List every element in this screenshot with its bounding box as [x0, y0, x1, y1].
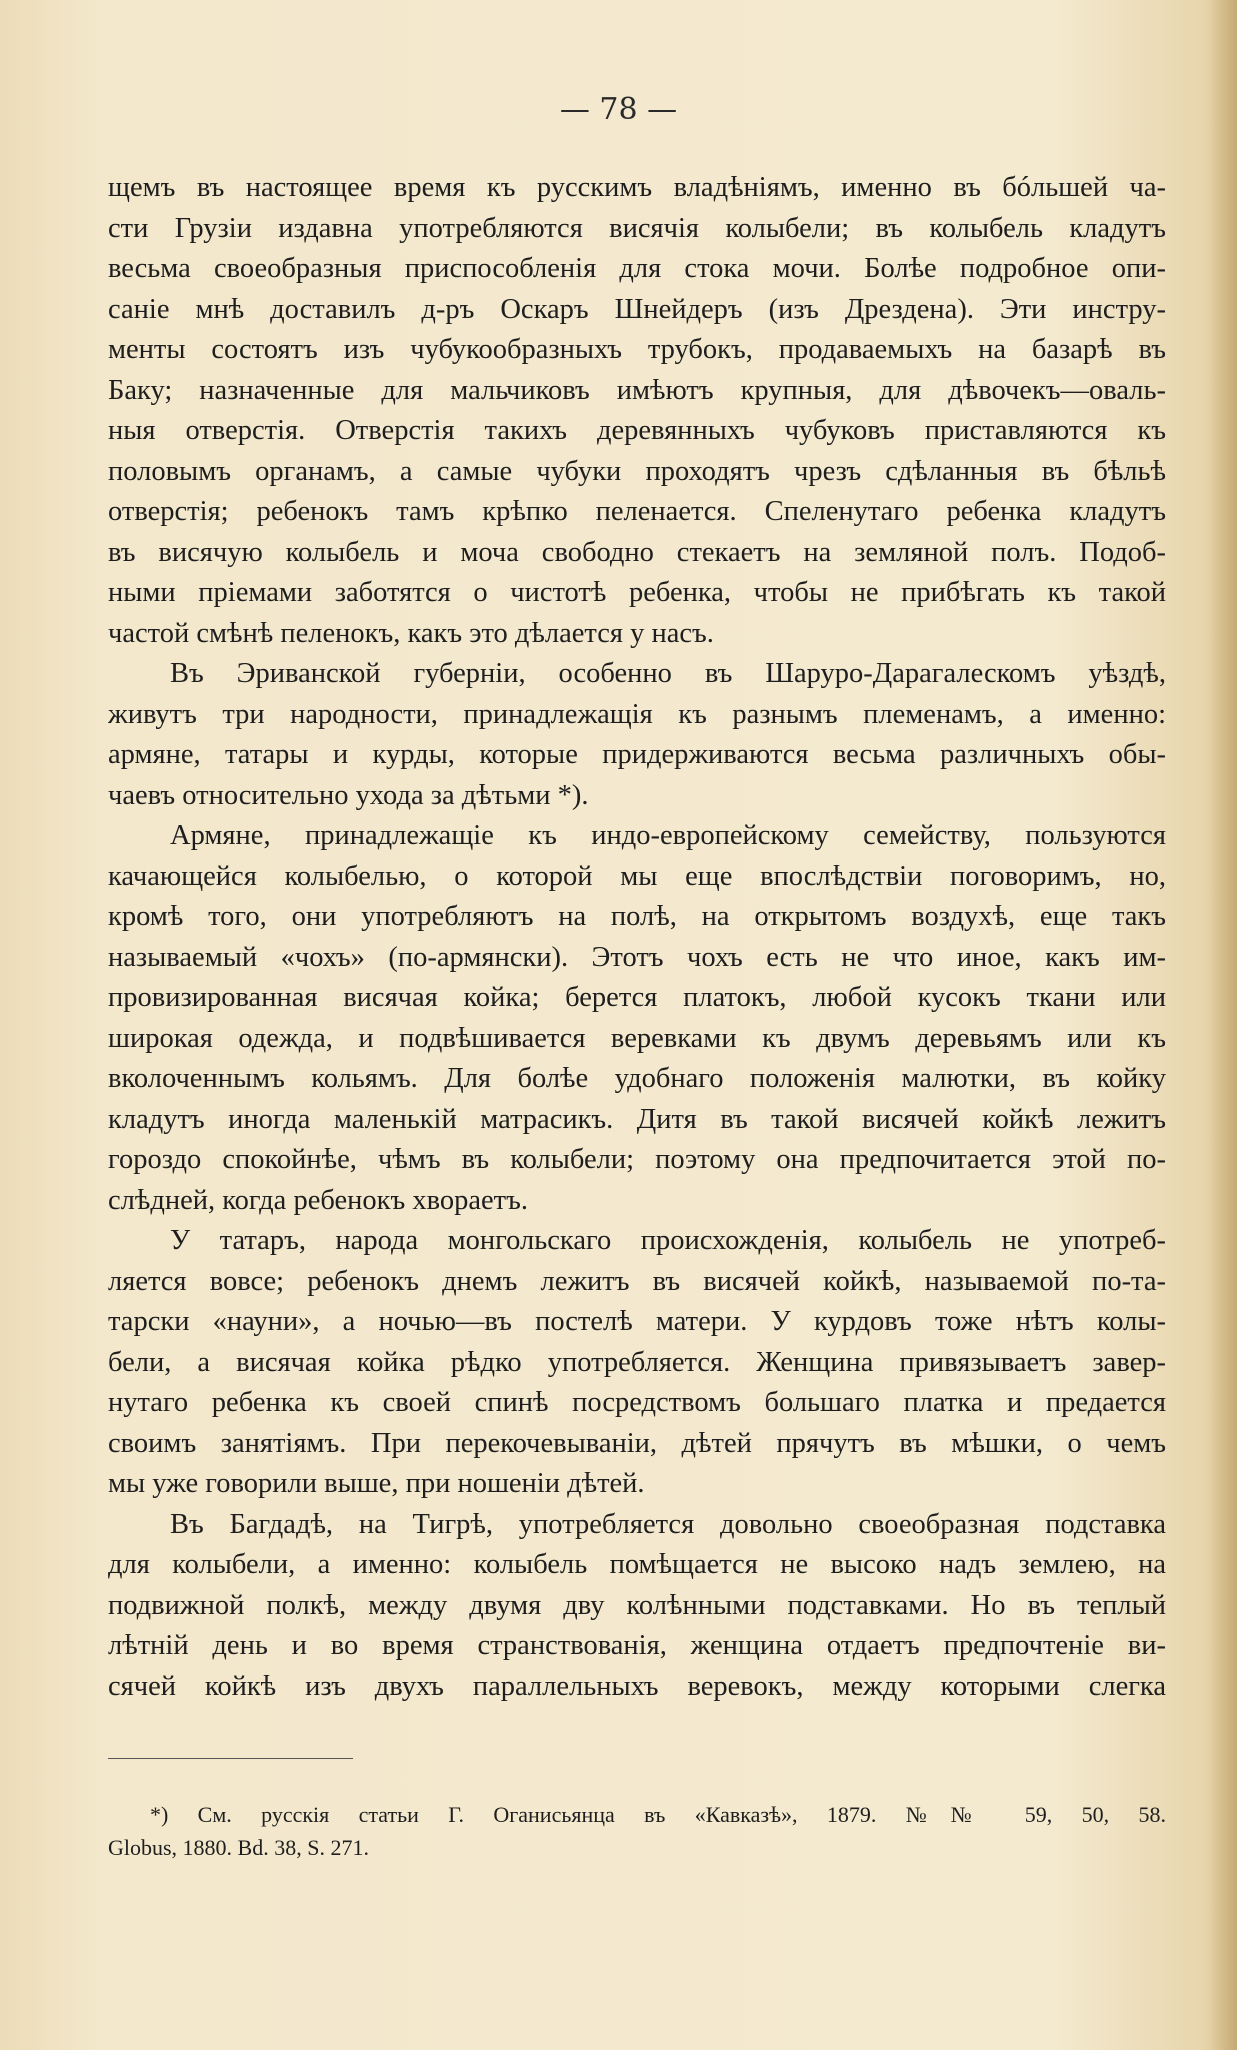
text-line: сячей койкѣ изъ двухъ параллельныхъ веревокъ, между которыми слегка	[108, 1670, 1166, 1702]
text-line: для колыбели, а именно: колыбель помѣщается не высоко надъ землею, на	[108, 1549, 1166, 1580]
text-line: тарски «науни», а ночью—въ постелѣ матери. У курдовъ тоже нѣтъ колы-	[108, 1306, 1166, 1337]
footnote-line: *) См. русскія статьи Г. Оганисьянца въ «Кавказѣ», 1879. №№ 59, 50, 58.	[150, 1802, 1166, 1827]
text-line: кладутъ иногда маленькій матрасикъ. Дитя въ такой висячей койкѣ лежитъ	[108, 1103, 1166, 1135]
text-line: армяне, татары и курды, которые придерживаются весьма различныхъ обы-	[108, 739, 1166, 770]
text-line: живутъ три народности, принадлежащія къ разнымъ племенамъ, а именно:	[108, 698, 1166, 730]
footnote-line: Globus, 1880. Bd. 38, S. 271.	[108, 1835, 369, 1860]
text-line: бели, а висячая койка рѣдко употребляется. Женщина привязываетъ завер-	[108, 1346, 1166, 1378]
text-line: щемъ въ настоящее время къ русскимъ владѣніямъ, именно въ бóльшей ча-	[108, 172, 1166, 203]
page-number: — 78 —	[559, 92, 678, 127]
text-line: качающейся колыбелью, о которой мы еще впослѣдствіи поговоримъ, но,	[108, 860, 1166, 892]
text-line: Баку; назначенные для мальчиковъ имѣютъ крупныя, для дѣвочекъ—оваль-	[108, 374, 1166, 406]
text-line: лѣтній день и во время странствованія, женщина отдаетъ предпочтеніе ви-	[108, 1630, 1166, 1661]
text-line: ными пріемами заботятся о чистотѣ ребенка, чтобы не прибѣгать къ такой	[108, 577, 1166, 608]
footnote-divider	[108, 1758, 353, 1759]
text-line: кромѣ того, они употребляютъ на полѣ, на открытомъ воздухѣ, еще такъ	[108, 901, 1166, 932]
text-line: въ висячую колыбель и моча свободно стекаетъ на земляной полъ. Подоб-	[108, 536, 1166, 568]
text-line: провизированная висячая койка; берется платокъ, любой кусокъ ткани или	[108, 982, 1166, 1013]
text-line: чаевъ относительно ухода за дѣтьми *).	[108, 779, 589, 811]
paragraph-start-line: Армяне, принадлежащіе къ индо-европейскому семейству, пользуются	[170, 820, 1166, 851]
text-line: подвижной полкѣ, между двумя дву колѣнными подставками. Но въ теплый	[108, 1589, 1166, 1621]
text-line: мы уже говорили выше, при ношеніи дѣтей.	[108, 1468, 645, 1499]
text-line: гороздо спокойнѣе, чѣмъ въ колыбели; поэтому она предпочитается этой по-	[108, 1144, 1166, 1175]
text-line: вколоченнымъ кольямъ. Для болѣе удобнаго положенія малютки, въ койку	[108, 1063, 1166, 1094]
text-line: отверстія; ребенокъ тамъ крѣпко пеленается. Спеленутаго ребенка кладутъ	[108, 496, 1166, 527]
text-line: слѣдней, когда ребенокъ хвораетъ.	[108, 1184, 528, 1216]
footnote	[108, 1798, 1166, 1864]
paragraph-start-line: Въ Багдадѣ, на Тигрѣ, употребляется довольно своеобразная подставка	[170, 1508, 1166, 1540]
text-line: ляется вовсе; ребенокъ днемъ лежитъ въ висячей койкѣ, называемой по-та-	[108, 1265, 1166, 1297]
text-line: саніе мнѣ доставилъ д-ръ Оскаръ Шнейдеръ (изъ Дрездена). Эти инстру-	[108, 293, 1166, 325]
text-line: весьма своеобразныя приспособленія для стока мочи. Болѣе подробное опи-	[108, 253, 1166, 284]
paragraph-start-line: У татаръ, народа монгольскаго происхожденія, колыбель не употреб-	[170, 1225, 1166, 1256]
paragraph-start-line: Въ Эриванской губерніи, особенно въ Шаруро-Дарагалескомъ уѣздѣ,	[170, 658, 1166, 689]
text-line: ныя отверстія. Отверстія такихъ деревянныхъ чубуковъ приставляются къ	[108, 415, 1166, 446]
text-line: частой смѣнѣ пеленокъ, какъ это дѣлается у насъ.	[108, 617, 714, 649]
text-line: широкая одежда, и подвѣшивается веревками къ двумъ деревьямъ или къ	[108, 1022, 1166, 1054]
text-line: сти Грузіи издавна употребляются висячія колыбели; въ колыбель кладутъ	[108, 212, 1166, 244]
text-line: своимъ занятіямъ. При перекочевываніи, дѣтей прячутъ въ мѣшки, о чемъ	[108, 1427, 1166, 1459]
body-text	[108, 168, 1166, 1707]
text-line: называемый «чохъ» (по-армянски). Этотъ чохъ есть не что иное, какъ им-	[108, 941, 1166, 973]
text-line: нутаго ребенка къ своей спинѣ посредствомъ большаго платка и предается	[108, 1387, 1166, 1418]
text-line: менты состоятъ изъ чубукообразныхъ трубокъ, продаваемыхъ на базарѣ въ	[108, 334, 1166, 365]
text-line: половымъ органамъ, а самые чубуки проходятъ чрезъ сдѣланныя въ бѣльѣ	[108, 455, 1166, 487]
page-gutter-shadow	[1209, 0, 1237, 2050]
